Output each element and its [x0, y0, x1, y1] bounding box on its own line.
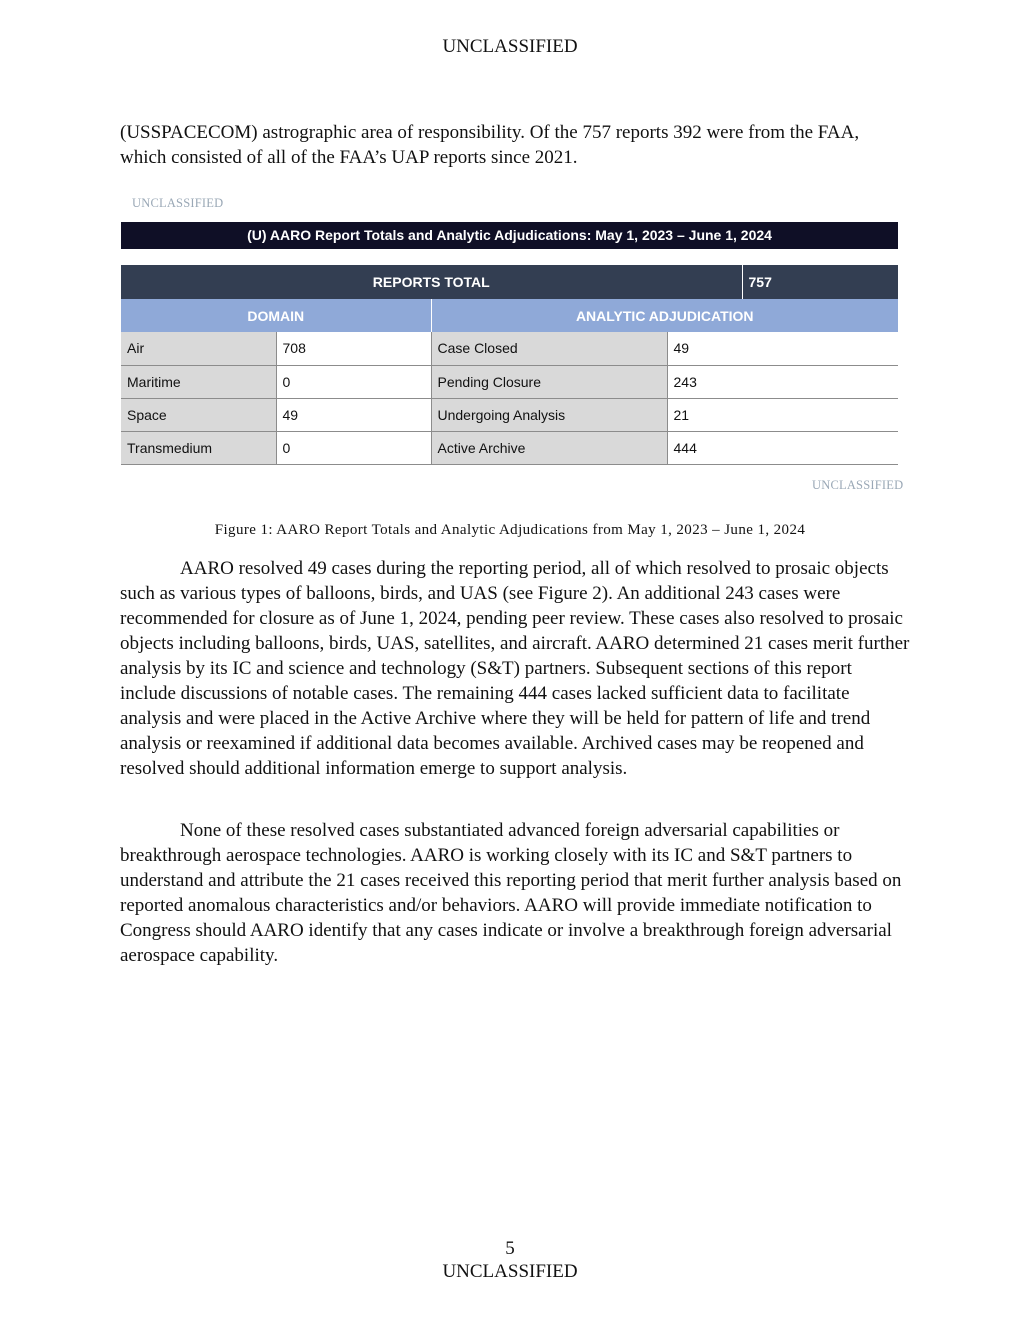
adjudication-label: Case Closed — [431, 332, 667, 365]
domain-count: 49 — [276, 398, 431, 431]
table-row — [121, 398, 898, 431]
domain-label: Transmedium — [121, 431, 276, 464]
reports-total-label: REPORTS TOTAL — [121, 265, 742, 299]
domain-label: Space — [121, 398, 276, 431]
figure-classification-top: UNCLASSIFIED — [132, 196, 224, 210]
adjudication-label: Undergoing Analysis — [431, 398, 667, 431]
table-title: (U) AARO Report Totals and Analytic Adjudications: May 1, 2023 – June 1, 2024 — [121, 222, 898, 249]
table-row — [121, 365, 898, 398]
body-paragraph-1: AARO resolved 49 cases during the reporting period, all of which resolved to prosaic objects such as various types of balloons, birds, and UAS (see Figure 2). An additional 243 cases were recommended for closure as of June 1, 2024, pending peer review. These cases also resolved to prosaic objects including balloons, birds, UAS, satellites, and aircraft. AARO determined 21 cases merit further analysis by its IC and science and technology (S&T) partners. Subsequent sections of this report include discussions of notable cases. The remaining 444 cases lacked sufficient data to facilitate analysis and were placed in the Active Archive where they will be held for pattern of life and trend analysis or reexamined if additional data becomes available. Archived cases may be reopened and resolved should additional information emerge to support analysis. — [120, 558, 910, 779]
intro-paragraph: (USSPACECOM) astrographic area of responsibility. Of the 757 reports 392 were from the FAA, which consisted of all of the FAA’s UAP reports since 2021. — [120, 122, 860, 168]
domain-header: DOMAIN — [121, 299, 431, 332]
classification-marking-bottom: UNCLASSIFIED — [442, 1261, 578, 1282]
adjudication-count: 444 — [667, 431, 898, 464]
domain-count: 0 — [276, 431, 431, 464]
analytic-adjudication-header: ANALYTIC ADJUDICATION — [431, 299, 898, 332]
adjudication-count: 21 — [667, 398, 898, 431]
reports-total-row — [121, 265, 898, 299]
table-row — [121, 431, 898, 464]
table-header-row — [121, 299, 898, 332]
domain-label: Air — [121, 332, 276, 365]
adjudication-label: Active Archive — [431, 431, 667, 464]
figure-classification-bottom: UNCLASSIFIED — [812, 478, 904, 492]
table-row — [121, 332, 898, 365]
figure-caption: Figure 1: AARO Report Totals and Analytic Adjudications from May 1, 2023 – June 1, 2024 — [214, 522, 806, 538]
body-paragraph-2: None of these resolved cases substantiated advanced foreign adversarial capabilities or breakthrough aerospace technologies. AARO is working closely with its IC and S&T partners to understand and attribute the 21 cases received this reporting period that merit further analysis based on reported anomalous characteristics and/or behaviors. AARO will provide immediate notification to Congress should AARO identify that any cases indicate or involve a breakthrough foreign adversarial aerospace capability. — [120, 820, 902, 966]
reports-total-value: 757 — [742, 265, 898, 299]
adjudication-count: 49 — [667, 332, 898, 365]
domain-label: Maritime — [121, 365, 276, 398]
adjudication-count: 243 — [667, 365, 898, 398]
report-totals-table — [121, 265, 898, 465]
domain-count: 0 — [276, 365, 431, 398]
page-number: 5 — [505, 1238, 515, 1259]
classification-marking-top: UNCLASSIFIED — [442, 36, 578, 57]
adjudication-label: Pending Closure — [431, 365, 667, 398]
domain-count: 708 — [276, 332, 431, 365]
